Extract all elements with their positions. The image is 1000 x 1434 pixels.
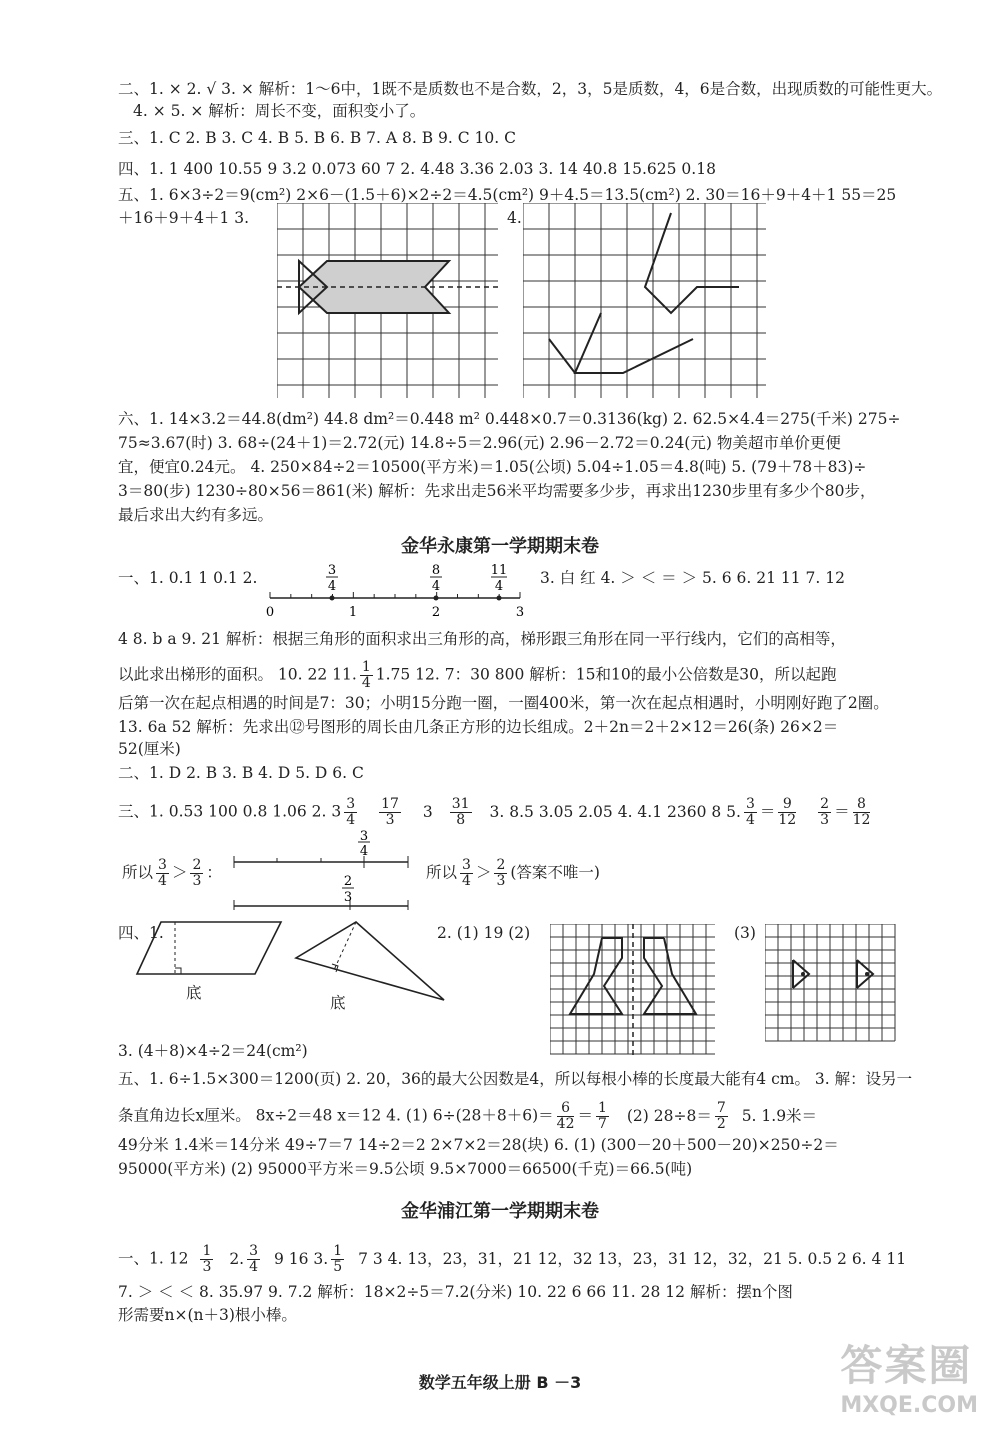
answer-line: 一、1. 0.1 1 0.1 2. — [118, 569, 258, 587]
watermark-url: MXQE.COM — [840, 1393, 978, 1418]
page-footer: 数学五年级上册 B －3 — [418, 1373, 582, 1392]
frac-num: 2 — [343, 874, 353, 889]
text: 9 16 3. — [273, 1249, 329, 1268]
frac-den: 3 — [343, 890, 353, 905]
text: 3. 8.5 3.05 2.05 4. 4.1 2360 8 5. — [489, 802, 741, 821]
answer-line: 条直角边长x厘米。 8x÷2＝48 x＝12 4. (1) 6÷(28＋8＋6)＝ $\frac{6}{42}$ ＝ $\frac{1}{7}$ (2) 28÷8＝ $\frac{7}{2}$ 5. 1.9米＝ — [118, 1100, 818, 1132]
fraction: $\frac{1}{3}$ — [202, 1243, 212, 1275]
section-title: 金华浦江第一学期期末卷 — [401, 1201, 599, 1222]
answer-line: 四、1. 1 400 10.55 9 3.2 0.073 60 7 2. 4.48 3.36 2.03 3. 14 40.8 15.625 0.18 — [118, 160, 716, 178]
answer-line: 49分米 1.4米＝14分米 49÷7＝7 14÷2＝2 2×7×2＝28(块) 6. (1) (300－20＋500－20)×250÷2＝ — [118, 1136, 839, 1154]
tick-label: 3 — [515, 605, 525, 620]
text: 以此求出梯形的面积。 10. 22 11. — [118, 665, 357, 684]
frac-num: 11 — [490, 563, 508, 578]
grid-figure-2-2 — [550, 924, 716, 1056]
answer-line: 3. (4＋8)×4÷2＝24(cm²) — [118, 1042, 308, 1060]
fraction: $\frac{2}{3}$ — [820, 796, 830, 828]
frac-num: 8 — [431, 563, 441, 578]
answer-line: 4. — [507, 209, 522, 227]
answer-line: 75≈3.67(时) 3. 68÷(24＋1)＝2.72(元) 14.8÷5＝2.96(元) 2.96－2.72＝0.24(元) 物美超市单价更便 — [118, 434, 841, 452]
answer-line: 3＝80(步) 1230÷80×56＝861(米) 解析：先求出走56米平均需要多少步，再求出1230步里有多少个80步， — [118, 482, 876, 500]
answer-line: 二、1. D 2. B 3. B 4. D 5. D 6. C — [118, 764, 364, 782]
number-line — [262, 560, 532, 620]
fraction: $\frac{2}{3}$ — [496, 857, 506, 889]
tick-label: 0 — [265, 605, 275, 620]
answer-line: 六、1. 14×3.2＝44.8(dm²) 44.8 dm²＝0.448 m² 0.448×0.7＝0.3136(kg) 2. 62.5×4.4＝275(千米) 275÷ — [118, 410, 901, 428]
fraction: $\frac{3}{4}$ — [346, 796, 356, 828]
fraction: $\frac{1}{5}$ — [333, 1243, 343, 1275]
answer-line: 所以 $\frac{3}{4}$ ＞ $\frac{2}{3}$ ： — [122, 857, 222, 889]
text: 条直角边长x厘米。 8x÷2＝48 x＝12 4. (1) 6÷(28＋8＋6)＝ — [118, 1106, 554, 1125]
answer-line: 95000(平方米) (2) 95000平方米＝9.5公顷 9.5×7000＝66500(千克)＝66.5(吨) — [118, 1160, 693, 1178]
answer-line: 所以 $\frac{3}{4}$ ＞ $\frac{2}{3}$ (答案不唯一) — [426, 857, 600, 889]
fraction: $\frac{1}{7}$ — [598, 1100, 607, 1132]
answer-line: 2. (1) 19 (2) — [437, 924, 531, 942]
answer-line: 形需要n×(n＋3)根小棒。 — [118, 1306, 297, 1324]
answer-line — [118, 1244, 906, 1275]
base-label: 底 — [186, 984, 202, 1002]
tick-label: 2 — [431, 605, 441, 620]
frac-den: 4 — [494, 579, 504, 594]
parallelogram-figure — [135, 918, 285, 980]
answer-line: 7. ＞ ＜ ＜ 8. 35.97 9. 7.2 解析：18×2÷5＝7.2(分米) 10. 22 6 66 11. 28 12 解析：摆n个图 — [118, 1283, 793, 1301]
fraction: $\frac{17}{3}$ — [381, 796, 399, 828]
text: 2. — [229, 1249, 245, 1268]
text: 5. 1.9米＝ — [741, 1106, 818, 1125]
answer-line: 五、1. 6×3÷2＝9(cm²) 2×6－(1.5＋6)×2÷2＝4.5(cm²) 9＋4.5＝13.5(cm²) 2. 30＝16＋9＋4＋1 55＝25 — [118, 186, 897, 204]
text: (答案不唯一) — [510, 863, 600, 882]
fraction: $\frac{3}{4}$ — [462, 857, 471, 889]
answer-line: 后第一次在起点相遇的时间是7：30；小明15分跑一圈，一圈400米，第一次在起点相遇时，小明刚好跑了2圈。 — [118, 694, 889, 712]
answer-line: 52(厘米) — [118, 740, 181, 758]
answer-line: 最后求出大约有多远。 — [118, 506, 274, 524]
grid-figure-4 — [523, 203, 767, 401]
fraction: $\frac{3}{4}$ — [158, 857, 167, 889]
frac-den: 4 — [359, 844, 369, 859]
answer-line: 4. × 5. × 解析：周长不变，面积变小了。 — [133, 102, 426, 120]
fraction: $\frac{8}{12}$ — [852, 796, 871, 828]
answer-line: ＋16＋9＋4＋1 3. — [118, 209, 250, 227]
watermark — [840, 1333, 978, 1418]
answer-line: 三、1. C 2. B 3. C 4. B 5. B 6. B 7. A 8. B 9. C 10. C — [118, 129, 516, 147]
answer-line: (3) — [734, 924, 756, 942]
triangle-figure — [294, 918, 446, 1004]
section-title: 金华永康第一学期期末卷 — [401, 536, 599, 557]
watermark-text: 答案圈 — [840, 1341, 973, 1390]
fraction: $\frac{6}{42}$ — [556, 1100, 575, 1132]
fraction: $\frac{31}{8}$ — [451, 796, 470, 828]
answer-line: 五、1. 6÷1.5×300＝1200(页) 2. 20，36的最大公因数是4，所以每根小棒的长度最大能有4 cm。 3. 解：设另一 — [118, 1070, 913, 1088]
text: 7 3 4. 13，23，31，21 12，32 13，23，31 12，32，21 5. 0.5 2 6. 4 11 — [358, 1249, 907, 1268]
text: 三、1. 0.53 100 0.8 1.06 2. 3 — [118, 802, 342, 821]
frac-num: 3 — [327, 563, 337, 578]
answer-line: 二、1. × 2. √ 3. × 解析：1～6中，1既不是质数也不是合数，2，3，5是质数，4，6是合数，出现质数的可能性更大。 — [118, 80, 943, 98]
answer-line: 13. 6a 52 解析：先求出⑫号图形的周长由几条正方形的边长组成。2＋2n＝2＋2×12＝26(条) 26×2＝ — [118, 718, 839, 736]
answer-line: 4 8. b a 9. 21 解析：根据三角形的面积求出三角形的高，梯形跟三角形在同一平行线内，它们的高相等， — [118, 630, 846, 648]
text: 1.75 12. 7：30 800 解析：15和10的最小公倍数是30，所以起跑 — [375, 665, 837, 684]
text: 3 — [422, 802, 433, 821]
grid-figure-3 — [277, 203, 499, 401]
grid-figure-2-3 — [765, 924, 905, 1042]
fraction: $\frac{9}{12}$ — [778, 796, 797, 828]
text: 所以 — [426, 863, 458, 882]
fraction: $\frac{7}{2}$ — [716, 1100, 726, 1132]
answer-line: 三、1. 0.53 100 0.8 1.06 2. 3 $\frac{3}{4}$ $\frac{17}{3}$ 3 $\frac{31}{8}$ 3. 8.5 3.05 2.05 4. 4.1 2360 8 5. $\frac{3}{4}$ ＝ $\frac{9}{12}$ $\frac{2}{3}$ ＝ $\frac{8}{12}$ — [118, 796, 871, 828]
answer-line: 3. 白 红 4. ＞ ＜ ＝ ＞ 5. 6 6. 21 11 7. 12 — [540, 569, 845, 587]
frac-den: 4 — [431, 579, 441, 594]
text: 所以 — [122, 863, 154, 882]
answer-line — [118, 660, 836, 691]
text: 一、1. 12 — [118, 1249, 189, 1268]
tick-label: 1 — [348, 605, 358, 620]
fraction: $\frac{3}{4}$ — [249, 1243, 259, 1275]
base-label: 底 — [330, 994, 346, 1012]
text: (2) 28÷8＝ — [626, 1106, 712, 1125]
fraction: $\frac{1}{4}$ — [361, 659, 371, 691]
answer-line: 四、1. — [118, 924, 164, 942]
fraction: $\frac{2}{3}$ — [192, 857, 202, 889]
answer-line: 宜，便宜0.24元。 4. 250×84÷2＝10500(平方米)＝1.05(公顷) 5.04÷1.05＝4.8(吨) 5. (79＋78＋83)÷ — [118, 458, 867, 476]
fraction-bars — [232, 828, 412, 910]
frac-den: 4 — [327, 579, 337, 594]
fraction: $\frac{3}{4}$ — [745, 796, 755, 828]
frac-num: 3 — [359, 829, 369, 844]
